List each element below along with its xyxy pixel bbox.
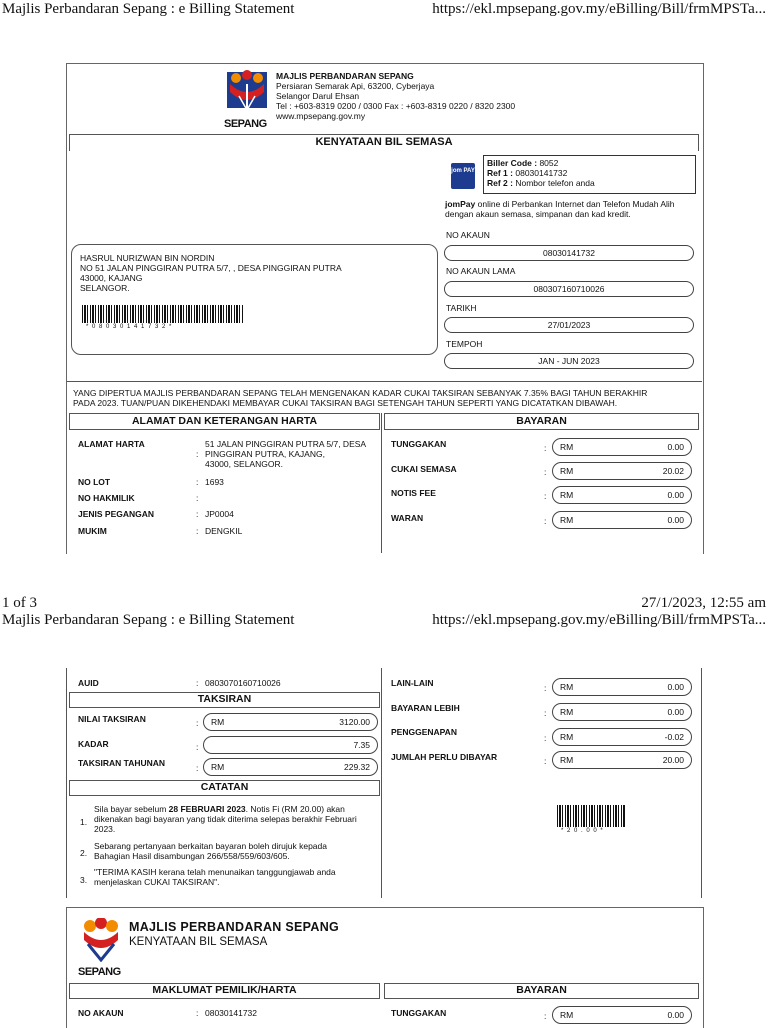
slip-no-akaun-value: 08030141732 [205,1008,258,1018]
nilai-taksiran-label: NILAI TAKSIRAN [78,714,146,724]
jenis-pegangan-label: JENIS PEGANGAN [78,509,155,519]
doc-title: KENYATAAN BIL SEMASA [315,136,453,148]
colon: : [196,526,199,536]
org-tel: Tel : +603-8319 0200 / 0300 Fax : +603-8319 0220 / 8320 2300 [276,101,516,111]
sepang-logo [224,70,270,128]
rm-label: RM [560,682,574,692]
rm-label: RM [211,762,225,772]
tunggakan-field [552,438,692,456]
note-3-number: 3. [80,875,88,885]
divider [67,381,702,382]
note-2-a: Sebarang pertanyaan berkaitan bayaran boleh dirujuk kepada [94,841,327,851]
waran-field [552,511,692,529]
print-title-2: Majlis Perbandaran Sepang : e Billing Statement [2,612,295,628]
jumlah-perlu-dibayar-field [552,751,692,769]
page-number: 1 of 3 [2,595,37,611]
bayaran-lebih-field [552,703,692,721]
catatan-heading: CATATAN [200,781,249,793]
no-lot-value: 1693 [205,477,224,487]
penggenapan-label: PENGGENAPAN [391,727,457,737]
no-akaun-lama-field: 080307160710026 [444,281,694,297]
slip-org-name: MAJLIS PERBANDARAN SEPANG [129,920,340,934]
jenis-pegangan-value: JP0004 [205,509,234,519]
nilai-taksiran-field [203,713,378,731]
note-1-d: 2023. [94,824,116,834]
cukai-semasa-label: CUKAI SEMASA [391,464,457,474]
taksiran-heading: TAKSIRAN [197,693,252,705]
lain-lain-label: LAIN-LAIN [391,678,434,688]
slip-logo-text: SEPANG [78,966,121,978]
auid-label: AUID [78,678,99,688]
logo-text: SEPANG [224,118,267,130]
taksiran-tahunan-field [203,758,378,776]
tarikh-field: 27/01/2023 [444,317,694,333]
print-datetime: 27/1/2023, 12:55 am [641,595,766,611]
slip-logo [78,918,124,976]
org-website: www.mpsepang.gov.my [276,111,366,121]
addressee-line-2: 43000, KAJANG [80,273,143,283]
rm-label: RM [560,442,574,452]
rm-label: RM [560,466,574,476]
penggenapan-amount: -0.02 [664,732,684,742]
colon: : [196,493,199,503]
auid-value: 0803070160710026 [205,678,281,688]
taksiran-tahunan-amount: 229.32 [344,762,370,772]
rm-label: RM [560,490,574,500]
addressee-name: HASRUL NURIZWAN BIN NORDIN [80,253,215,263]
colon: : [196,1008,199,1018]
tempoh-field: JAN - JUN 2023 [444,353,694,369]
alamat-harta-3: 43000, SELANGOR. [205,459,283,469]
page2-column-divider [381,668,382,898]
lain-lain-amount: 0.00 [667,682,684,692]
colon: : [544,516,547,526]
no-hakmilik-label: NO HAKMILIK [78,493,135,503]
ref2-value: Nombor telefon anda [515,178,595,188]
jumlah-perlu-dibayar-amount: 20.00 [662,755,684,765]
slip-left-heading: MAKLUMAT PEMILIK/HARTA [152,984,297,996]
colon: : [544,733,547,743]
no-lot-label: NO LOT [78,477,111,487]
slip-tunggakan-label: TUNGGAKAN [391,1008,447,1018]
rm-label: RM [560,732,574,742]
jompay-icon: jom PAY [451,163,475,189]
colon: : [196,449,199,459]
alamat-harta-1: 51 JALAN PINGGIRAN PUTRA 5/7, DESA [205,439,367,449]
jompay-desc-1: online di Perbankan Internet dan Telefon Mudah Alih [475,199,675,209]
colon: : [196,678,199,688]
no-akaun-field: 08030141732 [444,245,694,261]
lain-lain-field [552,678,692,696]
note-3-b: menjelaskan CUKAI TAKSIRAN". [94,877,220,887]
slip-title: KENYATAAN BIL SEMASA [129,936,268,948]
note-1-b: . Notis Fi (RM 20.00) akan [245,804,345,814]
ref1-label: Ref 1 : [487,168,513,178]
column-divider [381,413,382,553]
rm-label: RM [211,717,225,727]
colon: : [196,718,199,728]
slip-tunggakan-field [552,1006,692,1024]
colon: : [196,509,199,519]
account-barcode [82,305,244,323]
notis-fee-field [552,486,692,504]
notis-fee-label: NOTIS FEE [391,488,436,498]
slip-tunggakan-amount: 0.00 [667,1010,684,1020]
slip-right-heading: BAYARAN [516,984,567,996]
mukim-label: MUKIM [78,526,107,536]
property-heading: ALAMAT DAN KETERANGAN HARTA [131,415,318,427]
note-2-b: Bahagian Hasil disambungan 266/558/559/603/605. [94,851,290,861]
nilai-taksiran-amount: 3120.00 [339,717,370,727]
slip-no-akaun-label: NO AKAUN [78,1008,124,1018]
print-url-2: https://ekl.mpsepang.gov.my/eBilling/Bill/frmMPSTa... [432,612,766,628]
biller-code: 8052 [539,158,559,168]
bayaran-lebih-amount: 0.00 [667,707,684,717]
page2-right-border [701,668,702,898]
org-address-1: Persiaran Semarak Api, 63200, Cyberjaya [276,81,435,91]
ref2-label: Ref 2 : [487,178,513,188]
colon: : [196,763,199,773]
kadar-value: 7.35 [353,740,370,750]
note-3-a: "TERIMA KASIH kerana telah menunaikan tanggungjawab anda [94,867,336,877]
notice-line-1: YANG DIPERTUA MAJLIS PERBANDARAN SEPANG TELAH MENGENAKAN KADAR CUKAI TAKSIRAN SEBANYAK 7.35% BAGI TAHUN BERAKHIR [73,388,648,398]
note-1-a: Sila bayar sebelum [94,804,169,814]
mukim-value: DENGKIL [205,526,243,536]
alamat-harta-label: ALAMAT HARTA [78,439,145,449]
tunggakan-amount: 0.00 [667,442,684,452]
note-1-deadline: 28 FEBRUARI 2023 [168,804,246,814]
colon: : [196,742,199,752]
notice-line-2: PADA 2023. TUAN/PUAN DIKEHENDAKI MEMBAYAR CUKAI TAKSIRAN BAGI SETENGAH TAHUN SEPERTI YANG DICATATKAN DIBAWAH. [73,398,618,408]
ref1-value: 08030141732 [515,168,568,178]
biller-code-label: Biller Code : [487,158,538,168]
waran-label: WARAN [391,513,424,523]
page2-left-border [66,668,67,898]
rm-label: RM [560,707,574,717]
alamat-harta-2: PINGGIRAN PUTRA, KAJANG, [205,449,325,459]
rm-label: RM [560,515,574,525]
no-akaun-label: NO AKAUN [446,230,490,240]
addressee-line-3: SELANGOR. [80,283,130,293]
note-1-number: 1. [80,817,88,827]
bayaran-lebih-label: BAYARAN LEBIH [391,703,460,713]
jumlah-perlu-dibayar-label: JUMLAH PERLU DIBAYAR [391,752,498,762]
org-address-2: Selangor Darul Ehsan [276,91,360,101]
colon: : [196,477,199,487]
print-title: Majlis Perbandaran Sepang : e Billing Statement [2,1,295,17]
notis-fee-amount: 0.00 [667,490,684,500]
print-url: https://ekl.mpsepang.gov.my/eBilling/Bill/frmMPSTa... [432,1,766,17]
tempoh-label: TEMPOH [446,339,483,349]
jompay-desc-2: dengan akaun semasa, simpanan dan kad kredit. [445,209,631,219]
org-name: MAJLIS PERBANDARAN SEPANG [276,71,414,81]
tarikh-label: TARIKH [446,303,477,313]
note-1-c: dikenakan bagi bayaran yang tidak diterima selepas berakhir Februari [94,814,357,824]
kadar-label: KADAR [78,739,109,749]
colon: : [544,443,547,453]
tunggakan-label: TUNGGAKAN [391,439,447,449]
colon: : [544,756,547,766]
amount-barcode-text: * 2 0 . 0 0 * [561,828,604,834]
cukai-semasa-amount: 20.02 [662,466,684,476]
rm-label: RM [560,755,574,765]
note-2-number: 2. [80,848,88,858]
cukai-semasa-field [552,462,692,480]
colon: : [544,708,547,718]
no-akaun-lama-label: NO AKAUN LAMA [446,266,516,276]
kadar-field [203,736,378,754]
bayaran-heading: BAYARAN [516,415,567,427]
colon: : [544,1011,547,1021]
colon: : [544,683,547,693]
amount-barcode [557,805,625,827]
colon: : [544,491,547,501]
addressee-line-1: NO 51 JALAN PINGGIRAN PUTRA 5/7, , DESA PINGGIRAN PUTRA [80,263,342,273]
taksiran-tahunan-label: TAKSIRAN TAHUNAN [78,758,166,768]
penggenapan-field [552,728,692,746]
colon: : [544,467,547,477]
rm-label: RM [560,1010,574,1020]
account-barcode-text: * 0 8 0 3 0 1 4 1 7 3 2 * [86,324,173,330]
jompay-brand: jomPay [445,199,476,209]
waran-amount: 0.00 [667,515,684,525]
